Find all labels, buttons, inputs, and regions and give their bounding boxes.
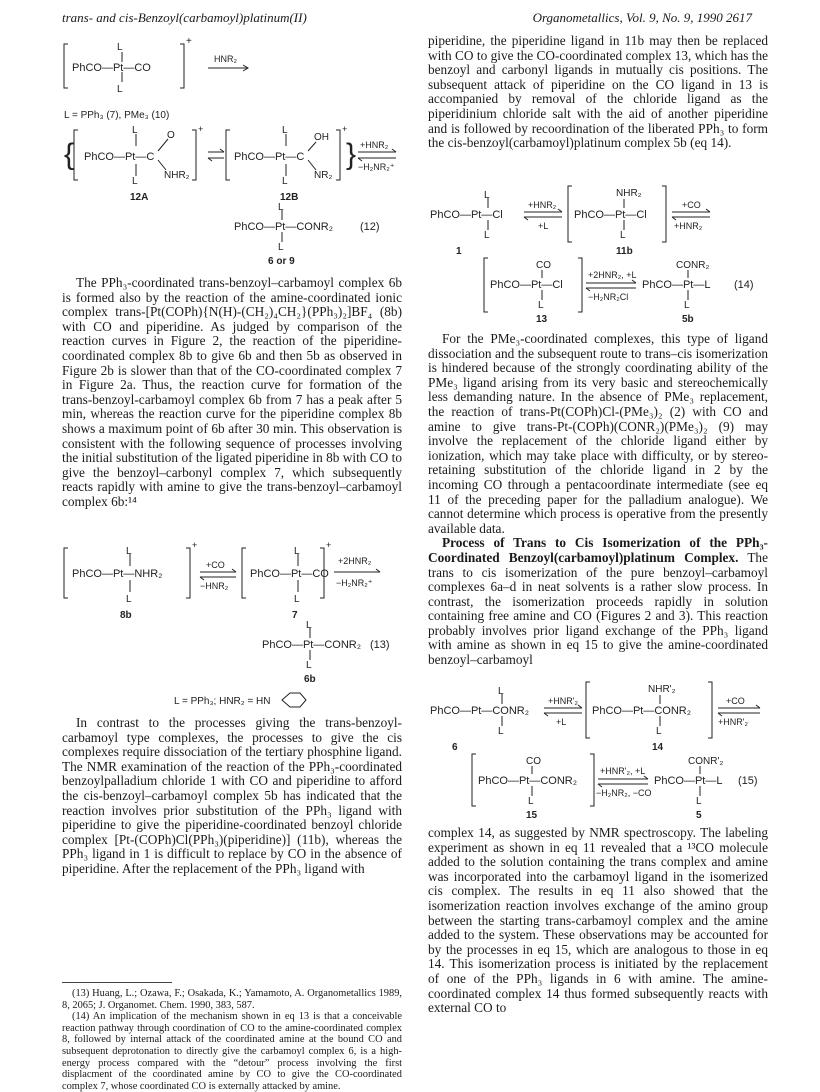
product-5-formula: PhCO—Pt—L — [654, 775, 723, 787]
eq15-arrow3-bottom: −H₂NR₂, −CO — [596, 788, 652, 798]
label-13: 13 — [536, 314, 548, 324]
eq13-arrow2-top: +2HNR₂ — [338, 556, 372, 566]
footnote-14: (14) An implication of the mechanism shown in eq 13 is that a conceivable reaction pathway through coordination of CO to the amine-coordinated complex 8, followed by internal attack of the coordinated amine at the bound CO and subsequent deprotonation to directly give the carbamoyl complex 6, is a high-energy process compared with the “detour” process involving the first displacment of the coordinated amine by CO to give the CO-coordinated complex 7, whose coordinated CO is externally attacked by amine. — [62, 1011, 402, 1092]
product-6b-formula: PhCO—Pt—CONR₂ — [262, 639, 362, 651]
label-15: 15 — [526, 810, 538, 820]
svg-text:L: L — [696, 796, 702, 807]
ligand-co: CO — [526, 756, 541, 767]
eq15-arrow2-top: +CO — [726, 696, 745, 706]
arrow-label: HNR₂ — [214, 54, 237, 64]
label-5: 5 — [696, 810, 702, 820]
ligand-co: CO — [536, 260, 551, 271]
header-journal: Organometallics, Vol. 9, No. 9, 1990 2617 — [532, 10, 752, 25]
equation-number-13: (13) — [370, 639, 390, 651]
scheme-eq-12 — [62, 34, 402, 270]
label-6: 6 — [452, 742, 458, 753]
complex-11b-formula: PhCO—Pt—Cl — [574, 209, 647, 221]
eq12-arrow-bottom: −H₂NR₂⁺ — [358, 162, 395, 172]
svg-text:L: L — [294, 546, 300, 557]
eq14-arrow2-top: +CO — [682, 200, 701, 210]
ligand-nhr2: NHR₂ — [616, 188, 642, 199]
scheme-eq-13 — [62, 540, 402, 714]
eq14-arrow1-top: +HNR₂ — [528, 200, 557, 210]
ligand-definition: L = PPh₃; HNR₂ = HN — [174, 696, 271, 707]
complex-14-formula: PhCO—Pt—CONR₂ — [592, 705, 692, 717]
svg-text:L: L — [484, 190, 490, 201]
svg-text:L: L — [282, 176, 288, 187]
complex-15-formula: PhCO—Pt—CONR₂ — [478, 775, 578, 787]
right-column-text-block — [428, 332, 768, 668]
eq13-arrow1-top: +CO — [206, 560, 225, 570]
svg-text:L: L — [306, 620, 312, 631]
eq14-arrow1-bottom: +L — [538, 221, 549, 231]
label-12b: 12B — [280, 192, 299, 203]
svg-text:L: L — [294, 594, 300, 605]
label-1: 1 — [456, 246, 462, 257]
footnote-rule — [62, 982, 172, 983]
eq13-arrow2-bottom: −H₂NR₂⁺ — [336, 578, 373, 588]
complex-12a-formula: PhCO—Pt—C — [84, 151, 155, 163]
paragraph: The trans to cis isomerization of the pure benzoyl–carbamoyl complexes 6a–d in neat solvents is a rather slow process. In contrast, the isomerization proceeds rapidly in solution containing free amine and CO (Figures 2 and 3). This reaction probably involves prior ligand exchange of the PPh₃ ligand with amine as shown in eq 15 to give the amine-coordinated benzoyl–carbamoyl — [428, 549, 768, 668]
svg-text:L: L — [684, 300, 690, 311]
complex-8b-formula: PhCO—Pt—NHR₂ — [72, 568, 163, 580]
paragraph: For the PMe₃-coordinated complexes, this type of ligand dissociation and the subsequent route to trans–cis isomerization is hindered because of the strongly coordinating ability of the PMe₃ ligand arising from its very basic and stereochemically less demanding nature. In the absence of PMe₃ replacement, the reaction of trans-Pt(COPh)Cl-(PMe₃)₂ (2) with CO and amine to give trans-Pt-(COPh)(CONR₂)(PMe₃)₂ (9) may involve the replacement of the chloride ligand either by ionization, which may take place with difficulty, or by stereo-retaining substitution of the chloride ligand in 2 by the incoming CO through a pentacoordinate intermediate (see eq 11 of the preceding paper for the palladium analogue). We cannot determine which process is operative from the presently available data. — [428, 331, 768, 536]
label-6-or-9: 6 or 9 — [268, 256, 295, 267]
eq12-arrow-top: +HNR₂ — [360, 140, 389, 150]
eq15-arrow1-bottom: +L — [556, 717, 567, 727]
svg-text:L: L — [484, 230, 490, 241]
svg-text:L: L — [498, 726, 504, 737]
bracket-right — [180, 44, 184, 88]
ligand-nhr2-prime: NHR'₂ — [648, 684, 676, 695]
bracket-left — [64, 44, 68, 88]
label-6b: 6b — [304, 674, 316, 685]
complex-6-formula: PhCO—Pt—CONR₂ — [430, 705, 530, 717]
label-11b: 11b — [616, 246, 633, 257]
section-heading: Process of Trans to Cis Isomerization of the PPh₃-Coordinated Benzoyl(carbamoyl)platinum Complex. — [428, 535, 768, 565]
svg-text:+: + — [192, 540, 198, 550]
equation-number-12: (12) — [360, 221, 380, 233]
svg-text:L: L — [126, 594, 132, 605]
piperidine-ring-icon — [282, 693, 306, 707]
svg-text:L: L — [528, 796, 534, 807]
scheme-eq-14 — [428, 182, 768, 324]
svg-text:L: L — [498, 686, 504, 697]
product-5b-formula: PhCO—Pt—L — [642, 279, 711, 291]
svg-text:NHR₂: NHR₂ — [164, 170, 190, 181]
svg-text:OH: OH — [314, 132, 329, 143]
paragraph: The PPh₃-coordinated trans-benzoyl–carbamoyl complex 6b is formed also by the reaction of the amine-coordinated ionic complex trans-[Pt(COPh){N(H)-(CH₂)₄CH₂}(PPh₃)₂]BF₄ (8b) with CO and piperidine. As judged by comparison of the reaction curves in Figure 2, the reaction of the piperidine-coordinated complex 8b to give 6b and then 5b as observed in Figure 2b is slower than that of the CO-coordinated complex 7 in Figure 2a. Thus, the reaction curve for formation of the trans-benzoyl-carbamoyl complex 6b from 7 has a peak after 5 min, whereas the reaction curve for the piperidine complex 8b shows a maximum point of 6b after 30 min. This observation is consistent with the following sequence of processes involving the initial substitution of the ligated piperidine in 8b with CO to give the benzoyl–carbonyl complex 7, which subsequently reacts rapidly with amine to give the trans-benzoyl–carbamoyl complex 6b:¹⁴ — [62, 275, 402, 509]
complex-12b-formula: PhCO—Pt—C — [234, 151, 305, 163]
svg-text:NR₂: NR₂ — [314, 170, 333, 181]
label-8b: 8b — [120, 610, 132, 621]
svg-text:L: L — [126, 546, 132, 557]
eq14-arrow2-bottom: +HNR₂ — [674, 221, 703, 231]
label-5b: 5b — [682, 314, 694, 324]
ligand-conr2: CONR₂ — [676, 260, 710, 271]
ligand-definition: L = PPh₃ (7), PMe₃ (10) — [64, 110, 170, 121]
paragraph: In contrast to the processes giving the trans-benzoyl-carbamoyl type complexes, the processes to give the cis complexes require dissociation of the tertiary phosphine ligand. The NMR examination of the reaction of the PPh₃-coordinated benzoylpalladium chloride 1 with CO and piperidine to afford the cis-benzoyl–carbamoyl complex 5b has indicated that the reaction involves prior substitution of the PPh₃ ligand with piperidine to give the piperidine-coordinated benzoyl chloride complex [Pt-(COPh)Cl(PPh₃)(piperidine)] (11b), whereas the PPh₃ ligand in 1 is difficult to replace by CO in the absence of piperidine. After the replacement of the PPh₃ ligand with — [62, 715, 402, 876]
eq14-arrow3-bottom: −H₂NR₂Cl — [588, 292, 629, 302]
running-header — [62, 10, 752, 28]
complex-13-formula: PhCO—Pt—Cl — [490, 279, 563, 291]
svg-text:L: L — [282, 125, 288, 136]
svg-text:L: L — [132, 125, 138, 136]
eq15-arrow2-bottom: +HNR'₂ — [718, 717, 748, 727]
svg-text:}: } — [346, 138, 357, 171]
svg-text:{: { — [64, 138, 75, 171]
eq15-arrow3-top: +HNR'₂, +L — [600, 766, 646, 776]
svg-text:L: L — [278, 242, 284, 253]
ligand-L-top: L — [117, 42, 123, 53]
paragraph: complex 14, as suggested by NMR spectroscopy. The labeling experiment as shown in eq 11 revealed that a ¹³CO molecule added to the solution containing the trans complex and amine was incorporated into the carbamoyl ligand in the isomerized cis complex. The results in eq 11 also showed that the isomerization reaction involves exchange of the amino group between the starting trans-carbamoyl complex and the amine added to the system. These observations may be accounted for by the processes in eq 15, which are analogous to those in eq 14. This isomerization process is initiated by the replacement of one of the PPh₃ ligands in 6 with amine. The amine-coordinated complex 14 thus formed subsequently reacts with external CO to — [428, 825, 768, 1016]
complex-7-formula: PhCO—Pt—CO — [72, 62, 151, 74]
svg-text:+: + — [326, 540, 332, 550]
ligand-L-bottom: L — [117, 84, 123, 95]
label-12a: 12A — [130, 192, 149, 203]
scheme-eq-15 — [428, 680, 768, 820]
eq14-arrow3-top: +2HNR₂, +L — [588, 270, 637, 280]
svg-text:O: O — [167, 130, 175, 141]
svg-text:L: L — [306, 660, 312, 671]
svg-text:L: L — [538, 300, 544, 311]
equation-number-14: (14) — [734, 279, 754, 291]
svg-text:L: L — [278, 202, 284, 213]
label-14: 14 — [652, 742, 664, 753]
charge-plus: + — [186, 36, 192, 47]
header-title: trans- and cis-Benzoyl(carbamoyl)platinum(II) — [62, 10, 307, 25]
svg-text:L: L — [620, 230, 626, 241]
eq15-arrow1-top: +HNR'₂ — [548, 696, 578, 706]
complex-1-formula: PhCO—Pt—Cl — [430, 209, 503, 221]
footnote-13: (13) Huang, L.; Ozawa, F.; Osakada, K.; Yamamoto, A. Organometallics 1989, 8, 2065; J. Organomet. Chem. 1990, 383, 587. — [62, 988, 402, 1011]
footnotes — [62, 988, 402, 1092]
eq13-arrow1-bottom: −HNR₂ — [200, 581, 229, 591]
label-7: 7 — [292, 610, 298, 621]
ligand-conr2-prime: CONR'₂ — [688, 756, 724, 767]
svg-text:L: L — [132, 176, 138, 187]
product-12-formula: PhCO—Pt—CONR₂ — [234, 221, 334, 233]
svg-text:+: + — [342, 124, 348, 134]
equation-number-15: (15) — [738, 775, 758, 787]
svg-text:L: L — [656, 726, 662, 737]
svg-text:+: + — [198, 124, 204, 134]
paragraph: piperidine, the piperidine ligand in 11b may then be replaced with CO to give the CO-coordinated complex 13, which has the benzoyl and carbonyl ligands in mutually cis positions. The subsequent attack of piperidine on the CO ligand in 13 is accompanied by removal of the chloride ligand as the piperidinium chloride salt with the aid of another piperidine and is followed by recoordination of the liberated PPh₃ to form the cis-benzoyl(carbamoyl)platinum complex 5b (eq 14). — [428, 33, 768, 151]
complex-7-formula: PhCO—Pt—CO — [250, 568, 329, 580]
